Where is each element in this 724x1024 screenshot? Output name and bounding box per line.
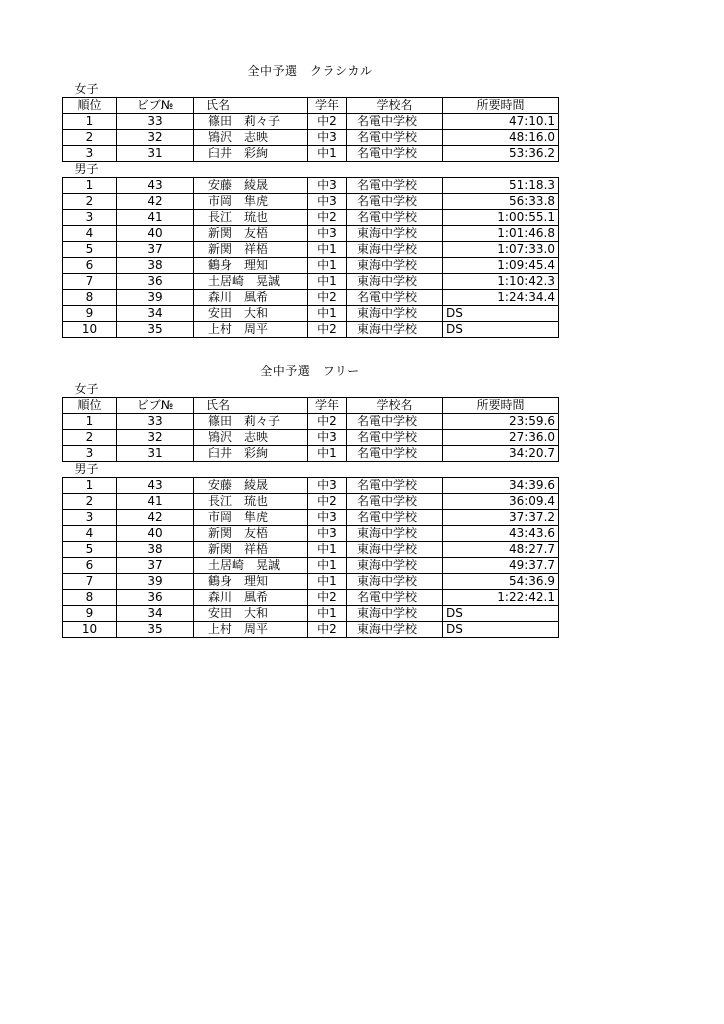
rank-cell: 3 — [63, 446, 117, 462]
grade-cell: 中2 — [308, 414, 347, 430]
time-cell: 1:24:34.4 — [443, 290, 559, 306]
table-row — [63, 114, 559, 130]
bib-cell: 42 — [117, 194, 194, 210]
section-title: 全中予選 フリー — [260, 364, 360, 378]
time-cell: 23:59.6 — [443, 414, 559, 430]
grade-cell: 中2 — [308, 494, 347, 510]
rank-cell: 2 — [63, 430, 117, 446]
grade-cell: 中3 — [308, 526, 347, 542]
bib-cell: 31 — [117, 146, 194, 162]
name-cell: 長江 琉也 — [194, 210, 308, 226]
results-table — [62, 382, 559, 638]
header-rank: 順位 — [63, 398, 117, 414]
grade-cell: 中1 — [308, 258, 347, 274]
grade-cell: 中1 — [308, 542, 347, 558]
bib-cell: 38 — [117, 542, 194, 558]
school-cell: 名電中学校 — [347, 510, 443, 526]
rank-cell: 10 — [63, 622, 117, 638]
grade-cell: 中1 — [308, 146, 347, 162]
bib-cell: 43 — [117, 478, 194, 494]
school-cell: 名電中学校 — [347, 194, 443, 210]
time-cell: DS — [443, 606, 559, 622]
grade-cell: 中1 — [308, 574, 347, 590]
time-cell: 1:00:55.1 — [443, 210, 559, 226]
bib-cell: 40 — [117, 526, 194, 542]
bib-cell: 37 — [117, 558, 194, 574]
rank-cell: 3 — [63, 210, 117, 226]
school-cell: 東海中学校 — [347, 306, 443, 322]
bib-cell: 36 — [117, 274, 194, 290]
school-cell: 名電中学校 — [347, 146, 443, 162]
grade-cell: 中3 — [308, 226, 347, 242]
rank-cell: 6 — [63, 558, 117, 574]
name-cell: 森川 風希 — [194, 590, 308, 606]
time-cell: 1:10:42.3 — [443, 274, 559, 290]
school-cell: 名電中学校 — [347, 178, 443, 194]
header-school: 学校名 — [347, 398, 443, 414]
grade-cell: 中1 — [308, 446, 347, 462]
group-label: 男子 — [63, 462, 559, 478]
rank-cell: 1 — [63, 178, 117, 194]
bib-cell: 43 — [117, 178, 194, 194]
bib-cell: 41 — [117, 210, 194, 226]
table-row — [63, 258, 559, 274]
bib-cell: 32 — [117, 130, 194, 146]
rank-cell: 2 — [63, 130, 117, 146]
time-cell: 27:36.0 — [443, 430, 559, 446]
table-row — [63, 574, 559, 590]
grade-cell: 中3 — [308, 510, 347, 526]
table-row — [63, 290, 559, 306]
time-cell: 48:27.7 — [443, 542, 559, 558]
grade-cell: 中3 — [308, 430, 347, 446]
table-row — [63, 322, 559, 338]
group-label: 男子 — [63, 162, 559, 178]
grade-cell: 中1 — [308, 558, 347, 574]
name-cell: 新関 祥梧 — [194, 242, 308, 258]
rank-cell: 3 — [63, 146, 117, 162]
rank-cell: 3 — [63, 510, 117, 526]
name-cell: 市岡 隼虎 — [194, 194, 308, 210]
rank-cell: 2 — [63, 494, 117, 510]
table-row — [63, 146, 559, 162]
name-cell: 臼井 彩絢 — [194, 446, 308, 462]
name-cell: 安田 大和 — [194, 606, 308, 622]
school-cell: 名電中学校 — [347, 114, 443, 130]
grade-cell: 中2 — [308, 622, 347, 638]
table-row — [63, 242, 559, 258]
grade-cell: 中2 — [308, 290, 347, 306]
rank-cell: 5 — [63, 542, 117, 558]
table-row — [63, 606, 559, 622]
rank-cell: 6 — [63, 258, 117, 274]
bib-cell: 39 — [117, 574, 194, 590]
table-row — [63, 430, 559, 446]
bib-cell: 41 — [117, 494, 194, 510]
time-cell: 56:33.8 — [443, 194, 559, 210]
school-cell: 東海中学校 — [347, 574, 443, 590]
school-cell: 東海中学校 — [347, 606, 443, 622]
name-cell: 安藤 綾晟 — [194, 478, 308, 494]
grade-cell: 中2 — [308, 322, 347, 338]
table-row — [63, 226, 559, 242]
time-cell: 34:39.6 — [443, 478, 559, 494]
rank-cell: 1 — [63, 114, 117, 130]
time-cell: 48:16.0 — [443, 130, 559, 146]
grade-cell: 中3 — [308, 130, 347, 146]
school-cell: 東海中学校 — [347, 558, 443, 574]
bib-cell: 34 — [117, 606, 194, 622]
group-label-row — [63, 382, 559, 398]
name-cell: 土居崎 晃誠 — [194, 558, 308, 574]
table-row — [63, 590, 559, 606]
table-row — [63, 446, 559, 462]
grade-cell: 中2 — [308, 114, 347, 130]
name-cell: 新関 友梧 — [194, 226, 308, 242]
time-cell: 34:20.7 — [443, 446, 559, 462]
name-cell: 篠田 莉々子 — [194, 414, 308, 430]
name-cell: 森川 風希 — [194, 290, 308, 306]
group-label: 女子 — [63, 382, 559, 398]
table-row — [63, 130, 559, 146]
header-bib: ビブ№ — [117, 98, 194, 114]
time-cell: 1:07:33.0 — [443, 242, 559, 258]
table-header-row — [63, 98, 559, 114]
table-header-row — [63, 398, 559, 414]
name-cell: 鶴身 理知 — [194, 258, 308, 274]
table-row — [63, 622, 559, 638]
table-row — [63, 478, 559, 494]
bib-cell: 33 — [117, 114, 194, 130]
bib-cell: 42 — [117, 510, 194, 526]
header-school: 学校名 — [347, 98, 443, 114]
table-row — [63, 274, 559, 290]
table-row — [63, 558, 559, 574]
grade-cell: 中3 — [308, 478, 347, 494]
table-row — [63, 494, 559, 510]
rank-cell: 2 — [63, 194, 117, 210]
group-label-row — [63, 82, 559, 98]
time-cell: 36:09.4 — [443, 494, 559, 510]
time-cell: 1:22:42.1 — [443, 590, 559, 606]
rank-cell: 9 — [63, 606, 117, 622]
header-time: 所要時間 — [443, 98, 559, 114]
school-cell: 名電中学校 — [347, 494, 443, 510]
time-cell: 51:18.3 — [443, 178, 559, 194]
header-rank: 順位 — [63, 98, 117, 114]
time-cell: 53:36.2 — [443, 146, 559, 162]
table-row — [63, 194, 559, 210]
school-cell: 名電中学校 — [347, 290, 443, 306]
school-cell: 東海中学校 — [347, 622, 443, 638]
grade-cell: 中1 — [308, 242, 347, 258]
rank-cell: 9 — [63, 306, 117, 322]
group-label-row — [63, 462, 559, 478]
time-cell: 1:09:45.4 — [443, 258, 559, 274]
time-cell: 49:37.7 — [443, 558, 559, 574]
name-cell: 鶴身 理知 — [194, 574, 308, 590]
grade-cell: 中2 — [308, 590, 347, 606]
header-name: 氏名 — [194, 398, 308, 414]
rank-cell: 4 — [63, 226, 117, 242]
bib-cell: 40 — [117, 226, 194, 242]
school-cell: 名電中学校 — [347, 210, 443, 226]
name-cell: 新関 友梧 — [194, 526, 308, 542]
time-cell: 54:36.9 — [443, 574, 559, 590]
table-row — [63, 510, 559, 526]
table-row — [63, 542, 559, 558]
bib-cell: 34 — [117, 306, 194, 322]
grade-cell: 中1 — [308, 274, 347, 290]
rank-cell: 7 — [63, 274, 117, 290]
time-cell: 37:37.2 — [443, 510, 559, 526]
rank-cell: 1 — [63, 478, 117, 494]
grade-cell: 中1 — [308, 306, 347, 322]
school-cell: 名電中学校 — [347, 130, 443, 146]
school-cell: 東海中学校 — [347, 274, 443, 290]
section-title: 全中予選 クラシカル — [247, 64, 373, 78]
school-cell: 東海中学校 — [347, 258, 443, 274]
name-cell: 鴇沢 志映 — [194, 430, 308, 446]
bib-cell: 35 — [117, 622, 194, 638]
name-cell: 安田 大和 — [194, 306, 308, 322]
bib-cell: 39 — [117, 290, 194, 306]
name-cell: 土居崎 晃誠 — [194, 274, 308, 290]
bib-cell: 38 — [117, 258, 194, 274]
name-cell: 上村 周平 — [194, 622, 308, 638]
results-table — [62, 82, 559, 338]
group-label: 女子 — [63, 82, 559, 98]
header-bib: ビブ№ — [117, 398, 194, 414]
rank-cell: 10 — [63, 322, 117, 338]
school-cell: 東海中学校 — [347, 226, 443, 242]
school-cell: 東海中学校 — [347, 526, 443, 542]
school-cell: 名電中学校 — [347, 478, 443, 494]
header-time: 所要時間 — [443, 398, 559, 414]
bib-cell: 37 — [117, 242, 194, 258]
grade-cell: 中3 — [308, 194, 347, 210]
table-row — [63, 178, 559, 194]
header-grade: 学年 — [308, 398, 347, 414]
rank-cell: 4 — [63, 526, 117, 542]
rank-cell: 1 — [63, 414, 117, 430]
name-cell: 長江 琉也 — [194, 494, 308, 510]
time-cell: DS — [443, 322, 559, 338]
header-grade: 学年 — [308, 98, 347, 114]
school-cell: 東海中学校 — [347, 242, 443, 258]
name-cell: 臼井 彩絢 — [194, 146, 308, 162]
name-cell: 市岡 隼虎 — [194, 510, 308, 526]
grade-cell: 中2 — [308, 210, 347, 226]
bib-cell: 32 — [117, 430, 194, 446]
rank-cell: 5 — [63, 242, 117, 258]
table-row — [63, 306, 559, 322]
grade-cell: 中3 — [308, 178, 347, 194]
time-cell: 47:10.1 — [443, 114, 559, 130]
name-cell: 安藤 綾晟 — [194, 178, 308, 194]
bib-cell: 36 — [117, 590, 194, 606]
time-cell: 43:43.6 — [443, 526, 559, 542]
table-row — [63, 414, 559, 430]
school-cell: 東海中学校 — [347, 322, 443, 338]
rank-cell: 7 — [63, 574, 117, 590]
time-cell: DS — [443, 306, 559, 322]
time-cell: DS — [443, 622, 559, 638]
school-cell: 名電中学校 — [347, 446, 443, 462]
table-row — [63, 210, 559, 226]
bib-cell: 35 — [117, 322, 194, 338]
name-cell: 鴇沢 志映 — [194, 130, 308, 146]
table-row — [63, 526, 559, 542]
rank-cell: 8 — [63, 590, 117, 606]
header-name: 氏名 — [194, 98, 308, 114]
name-cell: 新関 祥梧 — [194, 542, 308, 558]
rank-cell: 8 — [63, 290, 117, 306]
school-cell: 名電中学校 — [347, 430, 443, 446]
school-cell: 東海中学校 — [347, 542, 443, 558]
name-cell: 上村 周平 — [194, 322, 308, 338]
bib-cell: 33 — [117, 414, 194, 430]
group-label-row — [63, 162, 559, 178]
bib-cell: 31 — [117, 446, 194, 462]
name-cell: 篠田 莉々子 — [194, 114, 308, 130]
grade-cell: 中1 — [308, 606, 347, 622]
time-cell: 1:01:46.8 — [443, 226, 559, 242]
school-cell: 名電中学校 — [347, 590, 443, 606]
school-cell: 名電中学校 — [347, 414, 443, 430]
